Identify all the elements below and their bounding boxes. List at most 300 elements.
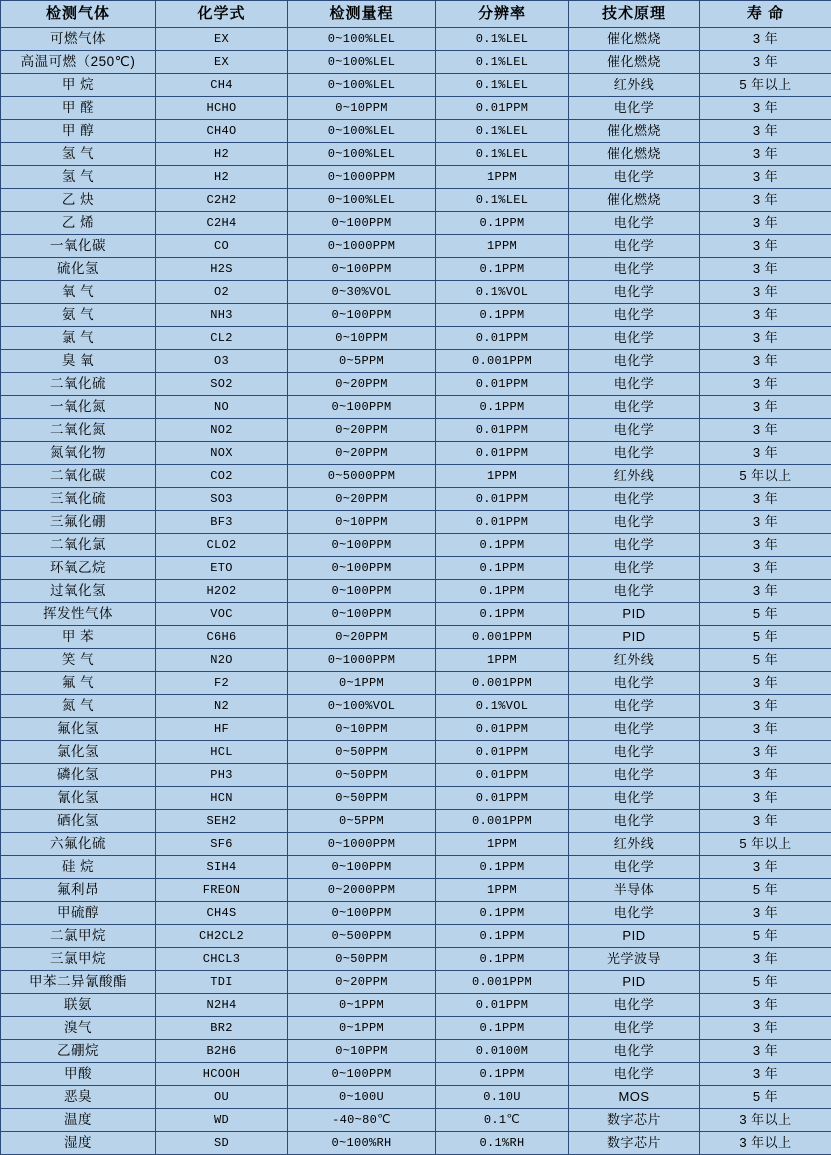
cell-gas: 硒化氢 xyxy=(1,810,156,833)
cell-lifetime: 3 年 xyxy=(700,672,831,695)
cell-gas: 二氯甲烷 xyxy=(1,925,156,948)
cell-lifetime: 3 年 xyxy=(700,281,831,304)
table-row xyxy=(1,281,831,304)
table-row xyxy=(1,143,831,166)
cell-resolution: 0.001PPM xyxy=(436,810,569,833)
cell-formula: CH2CL2 xyxy=(156,925,288,948)
cell-formula: HCHO xyxy=(156,97,288,120)
cell-resolution: 0.1PPM xyxy=(436,258,569,281)
table-row xyxy=(1,649,831,672)
cell-range: 0~1000PPM xyxy=(288,235,436,258)
cell-gas: 挥发性气体 xyxy=(1,603,156,626)
cell-range: 0~100%VOL xyxy=(288,695,436,718)
cell-principle: 催化燃烧 xyxy=(569,120,700,143)
cell-resolution: 1PPM xyxy=(436,166,569,189)
table-row xyxy=(1,672,831,695)
column-header-gas: 检测气体 xyxy=(1,1,156,28)
cell-gas: 联氨 xyxy=(1,994,156,1017)
cell-resolution: 0.1PPM xyxy=(436,925,569,948)
cell-resolution: 0.1%LEL xyxy=(436,51,569,74)
cell-gas: 温度 xyxy=(1,1109,156,1132)
cell-gas: 六氟化硫 xyxy=(1,833,156,856)
table-row xyxy=(1,971,831,994)
cell-lifetime: 5 年以上 xyxy=(700,833,831,856)
cell-gas: 氟利昂 xyxy=(1,879,156,902)
cell-range: 0~100PPM xyxy=(288,902,436,925)
cell-gas: 三氟化硼 xyxy=(1,511,156,534)
cell-range: 0~50PPM xyxy=(288,787,436,810)
table-row xyxy=(1,1132,831,1155)
cell-resolution: 0.1PPM xyxy=(436,396,569,419)
cell-principle: 电化学 xyxy=(569,1040,700,1063)
cell-range: 0~50PPM xyxy=(288,948,436,971)
table-row xyxy=(1,994,831,1017)
table-row xyxy=(1,741,831,764)
table-row xyxy=(1,1040,831,1063)
cell-resolution: 0.1%RH xyxy=(436,1132,569,1155)
table-row xyxy=(1,856,831,879)
cell-formula: SO2 xyxy=(156,373,288,396)
cell-range: 0~20PPM xyxy=(288,373,436,396)
cell-range: 0~100%LEL xyxy=(288,74,436,97)
table-row xyxy=(1,764,831,787)
cell-principle: 半导体 xyxy=(569,879,700,902)
cell-lifetime: 3 年 xyxy=(700,166,831,189)
table-row xyxy=(1,695,831,718)
cell-range: 0~20PPM xyxy=(288,442,436,465)
table-row xyxy=(1,166,831,189)
cell-range: 0~20PPM xyxy=(288,419,436,442)
cell-resolution: 0.1PPM xyxy=(436,534,569,557)
cell-lifetime: 3 年 xyxy=(700,856,831,879)
cell-resolution: 0.01PPM xyxy=(436,488,569,511)
table-row xyxy=(1,718,831,741)
table-row xyxy=(1,442,831,465)
cell-range: 0~10PPM xyxy=(288,511,436,534)
table-row xyxy=(1,304,831,327)
cell-resolution: 0.01PPM xyxy=(436,741,569,764)
table-row xyxy=(1,1086,831,1109)
table-body xyxy=(1,28,831,1155)
cell-principle: 电化学 xyxy=(569,810,700,833)
table-row xyxy=(1,1063,831,1086)
cell-principle: 电化学 xyxy=(569,672,700,695)
cell-lifetime: 3 年 xyxy=(700,718,831,741)
cell-lifetime: 3 年 xyxy=(700,51,831,74)
cell-gas: 磷化氢 xyxy=(1,764,156,787)
cell-principle: 电化学 xyxy=(569,994,700,1017)
cell-formula: NH3 xyxy=(156,304,288,327)
table-row xyxy=(1,235,831,258)
cell-formula: SD xyxy=(156,1132,288,1155)
cell-formula: H2 xyxy=(156,166,288,189)
cell-lifetime: 5 年以上 xyxy=(700,465,831,488)
cell-principle: 电化学 xyxy=(569,718,700,741)
table-row xyxy=(1,97,831,120)
cell-principle: 电化学 xyxy=(569,281,700,304)
cell-formula: C2H4 xyxy=(156,212,288,235)
table-row xyxy=(1,465,831,488)
cell-formula: NO2 xyxy=(156,419,288,442)
cell-formula: CO2 xyxy=(156,465,288,488)
cell-resolution: 0.1PPM xyxy=(436,1063,569,1086)
cell-resolution: 0.1PPM xyxy=(436,948,569,971)
cell-principle: 电化学 xyxy=(569,741,700,764)
cell-range: 0~100%RH xyxy=(288,1132,436,1155)
cell-range: 0~100%LEL xyxy=(288,28,436,51)
cell-resolution: 1PPM xyxy=(436,879,569,902)
cell-formula: CLO2 xyxy=(156,534,288,557)
cell-formula: SF6 xyxy=(156,833,288,856)
table-row xyxy=(1,557,831,580)
cell-principle: 催化燃烧 xyxy=(569,28,700,51)
cell-principle: 电化学 xyxy=(569,1063,700,1086)
table-row xyxy=(1,189,831,212)
cell-principle: 电化学 xyxy=(569,327,700,350)
cell-range: 0~5PPM xyxy=(288,350,436,373)
cell-formula: HCOOH xyxy=(156,1063,288,1086)
cell-range: 0~10PPM xyxy=(288,327,436,350)
cell-lifetime: 3 年 xyxy=(700,258,831,281)
cell-gas: 过氧化氢 xyxy=(1,580,156,603)
cell-gas: 一氧化碳 xyxy=(1,235,156,258)
cell-formula: N2 xyxy=(156,695,288,718)
cell-range: 0~10PPM xyxy=(288,97,436,120)
cell-range: 0~100PPM xyxy=(288,856,436,879)
cell-gas: 氮氧化物 xyxy=(1,442,156,465)
cell-resolution: 0.1%LEL xyxy=(436,120,569,143)
cell-gas: 溴气 xyxy=(1,1017,156,1040)
cell-gas: 二氧化氯 xyxy=(1,534,156,557)
table-row xyxy=(1,396,831,419)
cell-range: 0~1PPM xyxy=(288,672,436,695)
cell-resolution: 1PPM xyxy=(436,833,569,856)
cell-range: 0~1PPM xyxy=(288,994,436,1017)
cell-gas: 恶臭 xyxy=(1,1086,156,1109)
cell-principle: 电化学 xyxy=(569,1017,700,1040)
cell-gas: 可燃气体 xyxy=(1,28,156,51)
cell-resolution: 0.1PPM xyxy=(436,902,569,925)
cell-range: 0~10PPM xyxy=(288,1040,436,1063)
cell-lifetime: 5 年 xyxy=(700,971,831,994)
cell-principle: 数字芯片 xyxy=(569,1132,700,1155)
cell-principle: 光学波导 xyxy=(569,948,700,971)
cell-lifetime: 3 年 xyxy=(700,1063,831,1086)
cell-lifetime: 5 年 xyxy=(700,879,831,902)
cell-lifetime: 3 年 xyxy=(700,419,831,442)
cell-gas: 三氯甲烷 xyxy=(1,948,156,971)
cell-resolution: 0.0100M xyxy=(436,1040,569,1063)
cell-resolution: 0.1PPM xyxy=(436,580,569,603)
cell-principle: 电化学 xyxy=(569,419,700,442)
cell-lifetime: 3 年 xyxy=(700,143,831,166)
cell-principle: 电化学 xyxy=(569,304,700,327)
cell-gas: 氯 气 xyxy=(1,327,156,350)
cell-principle: 催化燃烧 xyxy=(569,143,700,166)
cell-principle: 红外线 xyxy=(569,649,700,672)
cell-principle: MOS xyxy=(569,1086,700,1109)
table-row xyxy=(1,580,831,603)
cell-formula: CO xyxy=(156,235,288,258)
cell-gas: 一氧化氮 xyxy=(1,396,156,419)
cell-gas: 二氧化碳 xyxy=(1,465,156,488)
cell-formula: CH4S xyxy=(156,902,288,925)
cell-lifetime: 3 年 xyxy=(700,741,831,764)
cell-resolution: 0.01PPM xyxy=(436,97,569,120)
cell-gas: 甲硫醇 xyxy=(1,902,156,925)
cell-formula: NOX xyxy=(156,442,288,465)
cell-lifetime: 3 年 xyxy=(700,327,831,350)
cell-resolution: 0.001PPM xyxy=(436,971,569,994)
cell-resolution: 0.01PPM xyxy=(436,994,569,1017)
cell-lifetime: 3 年 xyxy=(700,810,831,833)
cell-gas: 甲苯二异氰酸酯 xyxy=(1,971,156,994)
cell-lifetime: 3 年 xyxy=(700,189,831,212)
cell-range: 0~1000PPM xyxy=(288,833,436,856)
cell-formula: OU xyxy=(156,1086,288,1109)
table-row xyxy=(1,51,831,74)
cell-formula: WD xyxy=(156,1109,288,1132)
cell-principle: 电化学 xyxy=(569,396,700,419)
cell-resolution: 0.1%VOL xyxy=(436,281,569,304)
cell-range: 0~100U xyxy=(288,1086,436,1109)
cell-lifetime: 3 年 xyxy=(700,373,831,396)
cell-range: 0~1PPM xyxy=(288,1017,436,1040)
cell-range: 0~100PPM xyxy=(288,258,436,281)
cell-resolution: 0.1%LEL xyxy=(436,189,569,212)
cell-lifetime: 3 年以上 xyxy=(700,1109,831,1132)
cell-lifetime: 3 年 xyxy=(700,235,831,258)
cell-resolution: 0.01PPM xyxy=(436,787,569,810)
cell-gas: 湿度 xyxy=(1,1132,156,1155)
cell-gas: 甲 苯 xyxy=(1,626,156,649)
cell-principle: 电化学 xyxy=(569,97,700,120)
cell-gas: 氧 气 xyxy=(1,281,156,304)
cell-principle: 电化学 xyxy=(569,350,700,373)
cell-resolution: 1PPM xyxy=(436,235,569,258)
cell-lifetime: 3 年 xyxy=(700,304,831,327)
cell-principle: 电化学 xyxy=(569,580,700,603)
cell-range: 0~1000PPM xyxy=(288,166,436,189)
cell-formula: C2H2 xyxy=(156,189,288,212)
table-row xyxy=(1,350,831,373)
cell-formula: SO3 xyxy=(156,488,288,511)
cell-formula: CH4O xyxy=(156,120,288,143)
cell-gas: 氢 气 xyxy=(1,143,156,166)
cell-formula: SIH4 xyxy=(156,856,288,879)
column-header-resolution: 分辨率 xyxy=(436,1,569,28)
cell-formula: FREON xyxy=(156,879,288,902)
cell-lifetime: 3 年 xyxy=(700,511,831,534)
cell-gas: 氰化氢 xyxy=(1,787,156,810)
cell-range: 0~20PPM xyxy=(288,626,436,649)
cell-resolution: 0.01PPM xyxy=(436,373,569,396)
cell-gas: 氢 气 xyxy=(1,166,156,189)
cell-lifetime: 5 年以上 xyxy=(700,74,831,97)
cell-range: 0~2000PPM xyxy=(288,879,436,902)
cell-principle: 电化学 xyxy=(569,902,700,925)
cell-gas: 二氧化氮 xyxy=(1,419,156,442)
cell-gas: 环氧乙烷 xyxy=(1,557,156,580)
table-row xyxy=(1,810,831,833)
cell-formula: F2 xyxy=(156,672,288,695)
cell-principle: 催化燃烧 xyxy=(569,51,700,74)
cell-range: 0~30%VOL xyxy=(288,281,436,304)
cell-gas: 甲 醇 xyxy=(1,120,156,143)
cell-lifetime: 3 年 xyxy=(700,396,831,419)
cell-lifetime: 3 年 xyxy=(700,695,831,718)
cell-formula: PH3 xyxy=(156,764,288,787)
cell-principle: 电化学 xyxy=(569,557,700,580)
table-row xyxy=(1,120,831,143)
table-row xyxy=(1,488,831,511)
cell-resolution: 0.001PPM xyxy=(436,626,569,649)
cell-range: 0~5PPM xyxy=(288,810,436,833)
column-header-lifetime: 寿 命 xyxy=(700,1,831,28)
cell-resolution: 0.1%LEL xyxy=(436,143,569,166)
cell-lifetime: 3 年 xyxy=(700,580,831,603)
cell-gas: 乙硼烷 xyxy=(1,1040,156,1063)
cell-resolution: 0.01PPM xyxy=(436,419,569,442)
cell-range: 0~100PPM xyxy=(288,1063,436,1086)
cell-formula: H2S xyxy=(156,258,288,281)
column-header-range: 检测量程 xyxy=(288,1,436,28)
cell-range: 0~100PPM xyxy=(288,534,436,557)
column-header-formula: 化学式 xyxy=(156,1,288,28)
cell-formula: SEH2 xyxy=(156,810,288,833)
cell-principle: 电化学 xyxy=(569,695,700,718)
table-row xyxy=(1,879,831,902)
cell-lifetime: 3 年 xyxy=(700,902,831,925)
cell-resolution: 0.1PPM xyxy=(436,1017,569,1040)
cell-resolution: 0.01PPM xyxy=(436,327,569,350)
cell-range: 0~50PPM xyxy=(288,764,436,787)
cell-gas: 乙 炔 xyxy=(1,189,156,212)
cell-resolution: 0.1%LEL xyxy=(436,74,569,97)
cell-resolution: 0.1PPM xyxy=(436,557,569,580)
table-row xyxy=(1,925,831,948)
cell-lifetime: 3 年 xyxy=(700,97,831,120)
cell-principle: 电化学 xyxy=(569,764,700,787)
cell-formula: N2H4 xyxy=(156,994,288,1017)
cell-range: 0~20PPM xyxy=(288,971,436,994)
cell-gas: 氨 气 xyxy=(1,304,156,327)
cell-gas: 二氧化硫 xyxy=(1,373,156,396)
cell-principle: 红外线 xyxy=(569,465,700,488)
cell-principle: 电化学 xyxy=(569,488,700,511)
cell-resolution: 0.10U xyxy=(436,1086,569,1109)
cell-formula: H2 xyxy=(156,143,288,166)
cell-resolution: 0.1PPM xyxy=(436,212,569,235)
cell-range: 0~100PPM xyxy=(288,557,436,580)
cell-lifetime: 3 年 xyxy=(700,212,831,235)
cell-lifetime: 5 年 xyxy=(700,925,831,948)
cell-gas: 硫化氢 xyxy=(1,258,156,281)
cell-principle: PID xyxy=(569,971,700,994)
cell-range: 0~10PPM xyxy=(288,718,436,741)
cell-principle: 电化学 xyxy=(569,212,700,235)
cell-principle: 电化学 xyxy=(569,166,700,189)
cell-formula: EX xyxy=(156,28,288,51)
column-header-principle: 技术原理 xyxy=(569,1,700,28)
cell-lifetime: 3 年 xyxy=(700,764,831,787)
cell-formula: C6H6 xyxy=(156,626,288,649)
cell-resolution: 0.001PPM xyxy=(436,672,569,695)
table-row xyxy=(1,833,831,856)
cell-principle: 电化学 xyxy=(569,511,700,534)
cell-lifetime: 3 年 xyxy=(700,534,831,557)
cell-resolution: 0.01PPM xyxy=(436,764,569,787)
cell-gas: 硅 烷 xyxy=(1,856,156,879)
table-row xyxy=(1,327,831,350)
cell-principle: 红外线 xyxy=(569,833,700,856)
cell-formula: H2O2 xyxy=(156,580,288,603)
cell-gas: 臭 氧 xyxy=(1,350,156,373)
table-row xyxy=(1,258,831,281)
cell-resolution: 1PPM xyxy=(436,649,569,672)
cell-gas: 氮 气 xyxy=(1,695,156,718)
cell-principle: PID xyxy=(569,626,700,649)
cell-lifetime: 3 年 xyxy=(700,442,831,465)
table-row xyxy=(1,948,831,971)
table-row xyxy=(1,419,831,442)
cell-formula: CHCL3 xyxy=(156,948,288,971)
cell-lifetime: 5 年 xyxy=(700,626,831,649)
cell-range: 0~5000PPM xyxy=(288,465,436,488)
table-row xyxy=(1,603,831,626)
cell-gas: 甲 醛 xyxy=(1,97,156,120)
cell-formula: O2 xyxy=(156,281,288,304)
cell-gas: 笑 气 xyxy=(1,649,156,672)
cell-gas: 高温可燃（250℃) xyxy=(1,51,156,74)
cell-range: 0~100%LEL xyxy=(288,51,436,74)
cell-principle: 电化学 xyxy=(569,258,700,281)
table-row xyxy=(1,212,831,235)
cell-lifetime: 3 年 xyxy=(700,1017,831,1040)
cell-gas: 氯化氢 xyxy=(1,741,156,764)
cell-formula: CH4 xyxy=(156,74,288,97)
cell-formula: O3 xyxy=(156,350,288,373)
cell-lifetime: 3 年 xyxy=(700,994,831,1017)
cell-range: 0~100PPM xyxy=(288,603,436,626)
table-row xyxy=(1,902,831,925)
cell-range: 0~20PPM xyxy=(288,488,436,511)
cell-formula: BF3 xyxy=(156,511,288,534)
cell-principle: PID xyxy=(569,603,700,626)
cell-formula: NO xyxy=(156,396,288,419)
table-row xyxy=(1,534,831,557)
cell-gas: 氟化氢 xyxy=(1,718,156,741)
cell-gas: 乙 烯 xyxy=(1,212,156,235)
cell-formula: EX xyxy=(156,51,288,74)
cell-formula: B2H6 xyxy=(156,1040,288,1063)
cell-range: 0~100%LEL xyxy=(288,120,436,143)
cell-formula: HCL xyxy=(156,741,288,764)
cell-formula: N2O xyxy=(156,649,288,672)
table-row xyxy=(1,1109,831,1132)
table-row xyxy=(1,787,831,810)
cell-resolution: 0.1℃ xyxy=(436,1109,569,1132)
cell-range: -40~80℃ xyxy=(288,1109,436,1132)
table-row xyxy=(1,28,831,51)
cell-principle: 电化学 xyxy=(569,856,700,879)
table-row xyxy=(1,626,831,649)
cell-lifetime: 3 年 xyxy=(700,557,831,580)
cell-principle: 电化学 xyxy=(569,442,700,465)
cell-principle: 电化学 xyxy=(569,787,700,810)
cell-lifetime: 5 年 xyxy=(700,649,831,672)
cell-range: 0~100%LEL xyxy=(288,143,436,166)
